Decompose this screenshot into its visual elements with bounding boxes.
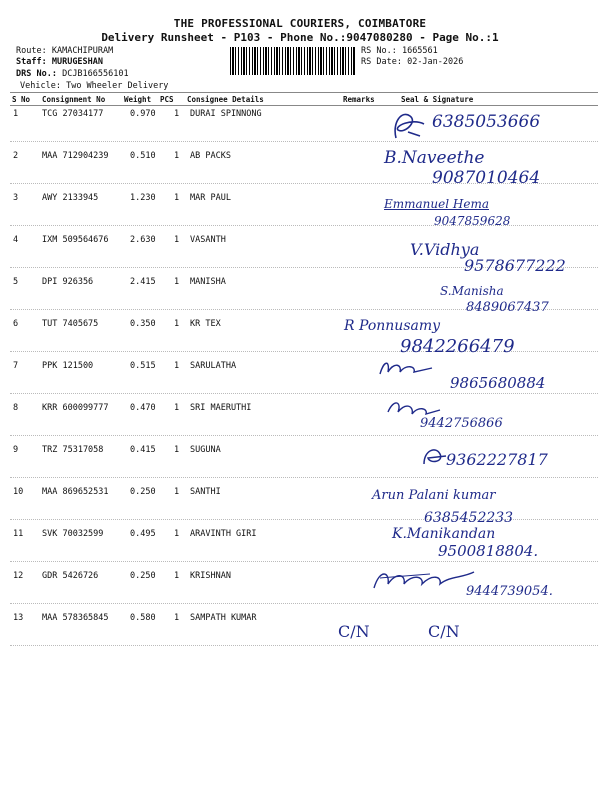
cell-weight: 0.580: [130, 613, 156, 623]
cell-consignee: DURAI SPINNONG: [190, 109, 262, 119]
col-header-remarks: Remarks: [343, 95, 375, 104]
cell-sno: 10: [13, 487, 24, 497]
cell-consignee: SARULATHA: [190, 361, 237, 371]
signature-scribble-7: [376, 356, 436, 380]
cell-sno: 13: [13, 613, 24, 623]
cell-weight: 1.230: [130, 193, 156, 203]
handwritten-name-11: K.Manikandan: [392, 526, 496, 542]
cell-pcs: 1: [174, 235, 180, 245]
cell-sno: 9: [13, 445, 19, 455]
handwritten-phone-7: 9865680884: [450, 374, 546, 392]
col-header-consignee: Consignee Details: [187, 95, 264, 104]
cell-sno: 4: [13, 235, 19, 245]
row-divider: [10, 477, 598, 478]
cell-consignee: SAMPATH KUMAR: [190, 613, 257, 623]
runsheet-subtitle: Delivery Runsheet - P103 - Phone No.:9047080280 - Page No.:1: [101, 31, 499, 44]
cell-consignment-no: DPI 926356: [42, 277, 94, 287]
cell-pcs: 1: [174, 319, 180, 329]
cell-weight: 0.510: [130, 151, 156, 161]
handwritten-phone-2: 9087010464: [432, 168, 541, 188]
handwritten-phone-1: 6385053666: [432, 112, 541, 132]
cell-consignment-no: TUT 7405675: [42, 319, 99, 329]
cell-weight: 0.415: [130, 445, 156, 455]
row-divider: [10, 645, 598, 646]
route-label: Route:: [16, 46, 47, 56]
cell-consignee: SUGUNA: [190, 445, 221, 455]
handwritten-cn-2: C/N: [428, 622, 460, 641]
cell-pcs: 1: [174, 193, 180, 203]
col-header-consignment: Consignment No: [42, 95, 106, 104]
cell-pcs: 1: [174, 361, 180, 371]
vehicle-line: [20, 81, 168, 91]
handwritten-name-5: S.Manisha: [440, 284, 504, 298]
cell-weight: 0.970: [130, 109, 156, 119]
handwritten-name-10: Arun Palani kumar: [372, 488, 496, 503]
rs-date-label: RS Date:: [361, 57, 402, 67]
cell-weight: 0.470: [130, 403, 156, 413]
cell-consignee: VASANTH: [190, 235, 226, 245]
vehicle-label: Vehicle:: [20, 81, 61, 91]
rs-date-value: 02-Jan-2026: [407, 57, 464, 67]
cell-consignment-no: IXM 509564676: [42, 235, 109, 245]
row-divider: [10, 141, 598, 142]
cell-sno: 8: [13, 403, 19, 413]
rs-date-line: [361, 57, 463, 67]
rs-no-label: RS No.:: [361, 46, 397, 56]
cell-weight: 2.630: [130, 235, 156, 245]
route-value: KAMACHIPURAM: [51, 46, 114, 56]
rs-no-value: 1665561: [401, 46, 438, 56]
cell-pcs: 1: [174, 109, 180, 119]
cell-consignee: MAR PAUL: [190, 193, 231, 203]
cell-weight: 2.415: [130, 277, 156, 287]
cell-pcs: 1: [174, 529, 180, 539]
signature-scribble-12: [370, 564, 480, 594]
handwritten-phone-10: 6385452233: [424, 510, 514, 526]
row-divider: [10, 435, 598, 436]
handwritten-name-6: R Ponnusamy: [344, 318, 441, 334]
cell-sno: 1: [13, 109, 19, 119]
handwritten-phone-4: 9578677222: [464, 256, 566, 275]
handwritten-phone-3: 9047859628: [434, 214, 511, 228]
cell-consignment-no: MAA 869652531: [42, 487, 109, 497]
drs-line: [16, 69, 129, 79]
col-header-signature: Seal & Signature: [401, 95, 474, 104]
cell-sno: 7: [13, 361, 19, 371]
cell-consignment-no: TCG 27034177: [42, 109, 104, 119]
staff-value: MURUGESHAN: [51, 57, 104, 67]
cell-weight: 0.495: [130, 529, 156, 539]
handwritten-phone-9: 9362227817: [446, 450, 548, 469]
col-header-pcs: PCS: [160, 95, 174, 104]
cell-consignee: SRI MAERUTHI: [190, 403, 252, 413]
cell-pcs: 1: [174, 445, 180, 455]
cell-weight: 0.515: [130, 361, 156, 371]
route-line: [16, 46, 113, 56]
handwritten-phone-8: 9442756866: [420, 416, 503, 431]
handwritten-name-3: Emmanuel Hema: [384, 197, 489, 211]
col-header-weight: Weight: [124, 95, 152, 104]
cell-consignee: KRISHNAN: [190, 571, 231, 581]
staff-line: [16, 57, 103, 67]
barcode: [230, 47, 356, 75]
drs-label: DRS No.:: [16, 69, 57, 79]
cell-weight: 0.250: [130, 487, 156, 497]
col-header-sno: S No: [12, 95, 31, 104]
cell-sno: 3: [13, 193, 19, 203]
cell-pcs: 1: [174, 277, 180, 287]
handwritten-phone-12: 9444739054.: [466, 584, 553, 599]
cell-consignee: SANTHI: [190, 487, 221, 497]
handwritten-phone-5: 8489067437: [466, 300, 549, 315]
cell-sno: 12: [13, 571, 24, 581]
cell-sno: 6: [13, 319, 19, 329]
cell-consignee: ARAVINTH GIRI: [190, 529, 257, 539]
row-divider: [10, 603, 598, 604]
handwritten-phone-6: 9842266479: [400, 336, 515, 357]
drs-value: DCJB166556101: [62, 69, 129, 79]
cell-consignment-no: GDR 5426726: [42, 571, 99, 581]
cell-consignment-no: SVK 70032599: [42, 529, 104, 539]
cell-consignment-no: PPK 121500: [42, 361, 94, 371]
cell-consignment-no: TRZ 75317058: [42, 445, 104, 455]
cell-consignment-no: MAA 712904239: [42, 151, 109, 161]
handwritten-phone-11: 9500818804.: [438, 542, 539, 560]
handwritten-name-2: B.Naveethe: [384, 148, 485, 168]
cell-pcs: 1: [174, 403, 180, 413]
cell-pcs: 1: [174, 487, 180, 497]
cell-weight: 0.350: [130, 319, 156, 329]
cell-consignee: KR TEX: [190, 319, 221, 329]
cell-weight: 0.250: [130, 571, 156, 581]
cell-sno: 2: [13, 151, 19, 161]
rs-no-line: [361, 46, 438, 56]
cell-consignment-no: MAA 578365845: [42, 613, 109, 623]
handwritten-name-4: V.Vidhya: [410, 240, 480, 259]
vehicle-value: Two Wheeler Delivery: [66, 81, 169, 91]
cell-consignee: MANISHA: [190, 277, 226, 287]
row-divider: [10, 561, 598, 562]
cell-pcs: 1: [174, 571, 180, 581]
signature-scribble-1: [390, 108, 430, 144]
staff-label: Staff:: [16, 57, 47, 67]
cell-consignee: AB PACKS: [190, 151, 231, 161]
row-divider: [10, 393, 598, 394]
cell-pcs: 1: [174, 613, 180, 623]
cell-pcs: 1: [174, 151, 180, 161]
cell-consignment-no: KRR 600099777: [42, 403, 109, 413]
cell-sno: 11: [13, 529, 24, 539]
header-top-rule: [10, 92, 598, 93]
header-bottom-rule: [10, 105, 598, 106]
cell-consignment-no: AWY 2133945: [42, 193, 99, 203]
company-title: THE PROFESSIONAL COURIERS, COIMBATORE: [173, 17, 427, 30]
cell-sno: 5: [13, 277, 19, 287]
handwritten-cn-1: C/N: [338, 622, 370, 641]
